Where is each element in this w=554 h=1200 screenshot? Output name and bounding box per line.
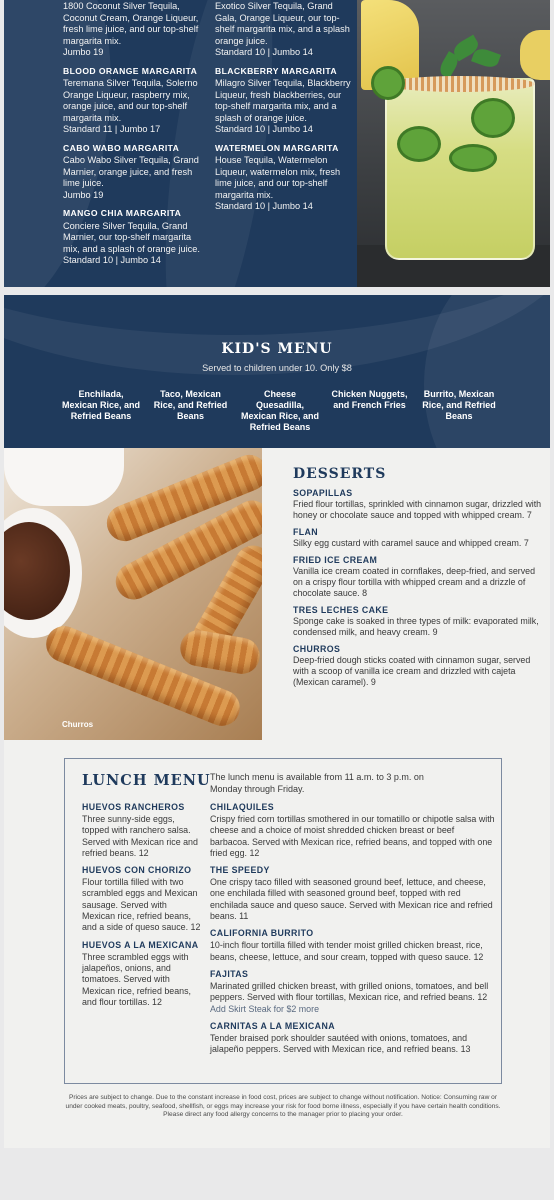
photo-caption: Churros <box>62 720 94 729</box>
item-description: Tender braised pork shoulder sautéed with onions, tomatoes, and jalapeño peppers. Served with Mexican rice, and refried beans. 13 <box>210 1032 471 1055</box>
margarita-item <box>63 143 205 202</box>
churro <box>177 627 262 676</box>
item-description: Silky egg custard with caramel sauce and whipped cream. 7 <box>293 538 529 548</box>
item-name: BLOOD ORANGE MARGARITA <box>63 65 198 76</box>
lunch-item <box>210 802 496 859</box>
item-description: Exotico Silver Tequila, Grand Gala, Orange Liqueur, our top-shelf margarita mix, and a splash orange juice. <box>215 1 350 46</box>
item-name: FLAN <box>293 527 319 537</box>
item-description: Milagro Silver Tequila, Blackberry Liqueur, fresh blackberries, our top-shelf margarita mix, and a splash of orange juice. <box>215 78 351 123</box>
item-name: CARNITAS A LA MEXICANA <box>210 1020 335 1031</box>
lunch-item <box>210 1021 496 1056</box>
item-name: TRES LECHES CAKE <box>293 605 389 615</box>
item-description: Three scrambled eggs with jalapeños, onions, and tomatoes. Served with Mexican rice, refried beans, and flour tortillas. 12 <box>82 951 192 1007</box>
section-title: KID'S MENU <box>221 341 333 357</box>
lunch-item <box>210 969 496 1015</box>
section-title: DESSERTS <box>293 466 387 482</box>
margarita-item <box>63 208 205 267</box>
lunch-item <box>82 802 202 859</box>
jar <box>4 448 124 506</box>
item-price: Standard 10 | Jumbo 14 <box>215 201 313 211</box>
item-name: WATERMELON MARGARITA <box>215 142 339 153</box>
kids-menu-item: Burrito, Mexican Rice, and Refried Beans <box>422 389 496 421</box>
item-name: HUEVOS RANCHEROS <box>82 802 185 812</box>
margarita-item <box>63 66 205 136</box>
dessert-item <box>293 527 547 549</box>
item-name: THE SPEEDY <box>210 865 270 876</box>
item-name: FRIED ICE CREAM <box>293 555 378 565</box>
section-title: LUNCH MENU <box>82 772 211 789</box>
jalapeno-slice <box>371 66 405 100</box>
item-description: Cabo Wabo Silver Tequila, Grand Marnier, orange juice, and fresh lime juice. <box>63 155 199 188</box>
lunch-item <box>82 865 202 933</box>
lunch-item <box>210 865 496 922</box>
margarita-item <box>215 143 357 213</box>
margarita-item <box>215 1 357 59</box>
item-name: CABO WABO MARGARITA <box>63 142 180 153</box>
item-name: BLACKBERRY MARGARITA <box>215 65 337 76</box>
item-description: House Tequila, Watermelon Liqueur, watermelon mix, fresh lime juice, and our top-shelf margarita mix. <box>215 155 341 200</box>
kids-menu-item: Chicken Nuggets, and French Fries <box>331 389 408 410</box>
dessert-item <box>293 488 547 521</box>
item-description: Three sunny-side eggs, topped with ranchero salsa. Served with Mexican rice and refried beans. 12 <box>82 814 198 858</box>
item-description: Marinated grilled chicken breast, with grilled onions, tomatoes, and bell peppers. Served with flour tortillas, Mexican rice, and refried beans. 12 <box>210 980 489 1003</box>
item-name: CHURROS <box>293 644 341 654</box>
kids-menu-panel <box>4 295 550 448</box>
section-subtitle: Served to children under 10. Only $8 <box>202 363 352 373</box>
margarita-item <box>63 1 205 59</box>
jalapeno-slice <box>397 126 441 162</box>
kids-menu-item: Enchilada, Mexican Rice, and Refried Beans <box>61 389 141 421</box>
dessert-item <box>293 555 547 599</box>
salt-rim <box>385 76 535 92</box>
item-name: HUEVOS A LA MEXICANA <box>82 939 199 950</box>
kids-menu-item: Taco, Mexican Rice, and Refried Beans <box>153 389 228 421</box>
item-description: 1800 Coconut Silver Tequila, Coconut Cream, Orange Liqueur, fresh lime juice, and our top-shelf margarita mix. <box>63 1 199 46</box>
price-disclaimer: Prices are subject to change. Due to the constant increase in food cost, prices are subject to change without notification. Notice: Consuming raw or under cooked meats, poultry, seafood, shellfish, or eggs may increase your risk for food borne illness, especially if you have certain health conditions. Please direct any food allergy concerns to the manager prior to placing your order. <box>65 1094 501 1119</box>
item-name: HUEVOS CON CHORIZO <box>82 865 192 876</box>
margarita-panel <box>4 0 550 287</box>
item-description: Vanilla ice cream coated in cornflakes, deep-fried, and served on a crispy flour tortilla with whipped cream and a drizzle of chocolate sauce. 8 <box>293 566 536 598</box>
item-description: Teremana Silver Tequila, Solerno Orange Liqueur, raspberry mix, orange juice, and our top-shelf margarita mix. <box>63 78 198 123</box>
item-description: Crispy fried corn tortillas smothered in our tomatillo or chipotle salsa with cheese and a choice of moist shredded chicken breast or beef barbacoa. Served with Mexican rice, refried beans, and topped with one fried egg. 12 <box>210 814 495 858</box>
margarita-item <box>215 66 357 136</box>
item-description: One crispy taco filled with seasoned ground beef, lettuce, and cheese, one enchilada filled with seasoned ground beef, topped with red enchilada sauce and queso sauce. Served with Mexican rice and refried beans. 11 <box>210 877 493 922</box>
jalapeno-slice <box>471 98 515 138</box>
kids-menu-item: Cheese Quesadilla, Mexican Rice, and Refried Beans <box>240 389 320 432</box>
item-price: Standard 10 | Jumbo 14 <box>215 47 313 57</box>
lunch-column-right <box>210 802 496 1061</box>
item-addon: Add Skirt Steak for $2 more <box>210 1003 320 1014</box>
kids-menu-items <box>60 389 500 433</box>
item-name: SOPAPILLAS <box>293 488 353 498</box>
item-price: Standard 10 | Jumbo 14 <box>63 255 161 265</box>
lunch-column-left <box>82 802 202 1014</box>
desserts-list <box>293 466 547 694</box>
lunch-hours-note: The lunch menu is available from 11 a.m. to 3 p.m. on Monday through Friday. <box>210 772 424 794</box>
item-description: Flour tortilla filled with two scrambled eggs and Mexican sausage. Served with Mexican rice, refried beans, and a side of queso sauce. 12 <box>82 877 201 933</box>
item-description: 10-inch flour tortilla filled with tender moist grilled chicken breast, rice, beans, cheese, lettuce, and sour cream, topped with queso sauce. 12 <box>210 940 484 962</box>
item-description: Deep-fried dough sticks coated with cinnamon sugar, served with a scoop of vanilla ice cream and drizzled with cajeta (Mexican caramel). 9 <box>293 655 531 687</box>
item-description: Fried flour tortillas, sprinkled with cinnamon sugar, drizzled with honey or chocolate sauce and topped with whipped cream. 7 <box>293 499 542 520</box>
item-price: Jumbo 19 <box>63 189 104 200</box>
lunch-item <box>210 928 496 963</box>
item-description: Conciere Silver Tequila, Grand Marnier, our top-shelf margarita mix, and a splash of orange juice. <box>63 220 200 254</box>
item-description: Sponge cake is soaked in three types of milk: evaporated milk, condensed milk, and heavy cream. 9 <box>293 616 539 637</box>
dessert-item <box>293 605 547 638</box>
item-name: FAJITAS <box>210 968 249 979</box>
item-name: MANGO CHIA MARGARITA <box>63 208 182 218</box>
desserts-panel <box>4 448 550 740</box>
margarita-column-left <box>63 0 205 274</box>
pineapple-wedge <box>520 30 550 80</box>
item-price: Jumbo 19 <box>63 47 104 57</box>
margarita-column-right <box>215 0 357 220</box>
lunch-item <box>82 940 202 1008</box>
mint-leaf <box>471 46 501 70</box>
item-name: CALIFORNIA BURRITO <box>210 928 314 939</box>
margarita-photo <box>357 0 550 287</box>
churros-photo <box>4 448 262 740</box>
item-price: Standard 11 | Jumbo 17 <box>63 124 161 134</box>
lunch-panel <box>4 740 550 1148</box>
item-price: Standard 10 | Jumbo 14 <box>215 124 313 134</box>
jalapeno-slice <box>449 144 497 172</box>
item-name: CHILAQUILES <box>210 802 275 812</box>
dessert-item <box>293 644 547 688</box>
